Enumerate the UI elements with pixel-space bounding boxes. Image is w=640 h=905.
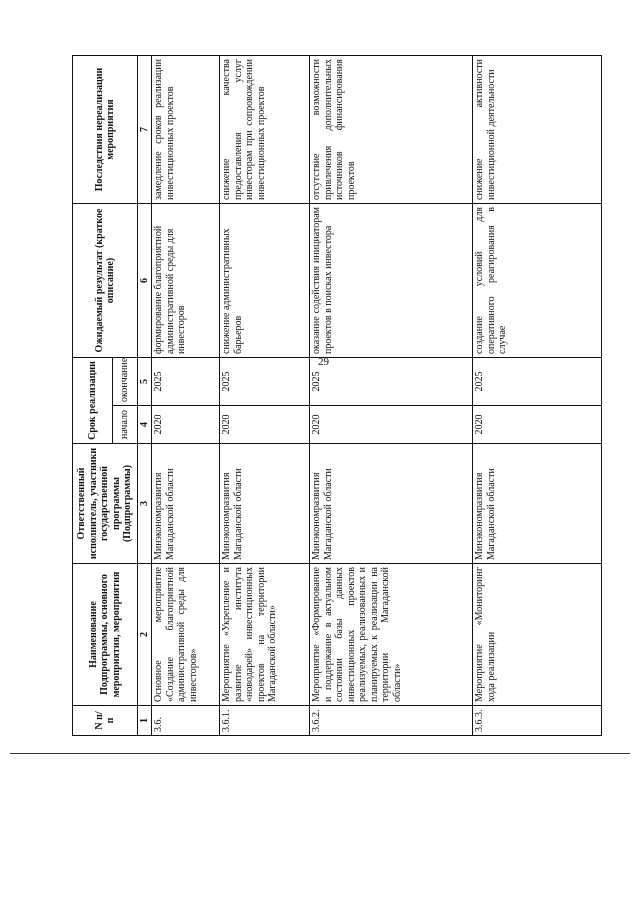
row-consequence: снижение качества предоставления услуг инвесторам при сопровождении инвестиционных проектов — [220, 56, 310, 204]
row-name: Мероприятие «Формирование и поддержание в актуальном состоянии базы данных инвестиционных проектов реализуемых, реализованных и планируемых к реализации на территории Магаданской области» — [310, 564, 473, 706]
column-number: 7 — [138, 56, 152, 204]
row-num: 3.6.3. — [473, 706, 602, 736]
row-result: оказание содействия инициаторам проектов в поисках инвестора — [310, 204, 473, 358]
row-start: 2020 — [152, 406, 220, 444]
row-executor: Минэкономразвития Магаданской области — [152, 444, 220, 564]
row-end: 2025 — [473, 358, 602, 406]
header-start: начало — [113, 406, 138, 444]
row-name: Мероприятие «Мониторинг хода реализации — [473, 564, 602, 706]
column-number: 2 — [138, 564, 152, 706]
table-row — [220, 56, 310, 736]
row-consequence: отсутствие возможности привлечения дополнительных источников финансирования проектов — [310, 56, 473, 204]
row-result: снижение административных барьеров — [220, 204, 310, 358]
column-number: 3 — [138, 444, 152, 564]
row-name: Мероприятие «Укрепление и развитие института «новодарей» инвестиционных проектов на территории Магаданской области» — [220, 564, 310, 706]
row-executor: Минэкономразвития Магаданской области — [473, 444, 602, 564]
row-consequence: замедление сроков реализации инвестиционных проектов — [152, 56, 220, 204]
row-num: 3.6.1. — [220, 706, 310, 736]
header-executor: Ответственный исполнитель, участники государственной программы (Подпрограммы) — [73, 444, 138, 564]
row-name: Основное мероприятие «Создание благоприятной административной среды для инвесторов» — [152, 564, 220, 706]
table-row — [152, 56, 220, 736]
row-start: 2020 — [473, 406, 602, 444]
header-consequence: Последствия нереализации мероприятия — [73, 56, 138, 204]
column-number: 5 — [138, 358, 152, 406]
row-result: формирование благоприятной административной среды для инвесторов — [152, 204, 220, 358]
column-number: 4 — [138, 406, 152, 444]
row-result: создание условий для оперативного реагирования в случае — [473, 204, 602, 358]
table-row — [310, 56, 473, 736]
page-divider — [10, 753, 630, 754]
row-end: 2025 — [220, 358, 310, 406]
row-executor: Минэкономразвития Магаданской области — [310, 444, 473, 564]
header-term: Срок реализации — [73, 358, 113, 444]
table-row — [473, 56, 602, 736]
header-name: Наименование Подпрограммы, основного мероприятия, мероприятия — [73, 564, 138, 706]
header-result: Ожидаемый результат (краткое описание) — [73, 204, 138, 358]
measures-table — [72, 55, 602, 736]
row-num: 3.6. — [152, 706, 220, 736]
column-number: 6 — [138, 204, 152, 358]
page-number: 29 — [318, 356, 329, 368]
row-executor: Минэкономразвития Магаданской области — [220, 444, 310, 564]
row-consequence: снижение активности инвестиционной деятельности — [473, 56, 602, 204]
header-end: окончание — [113, 358, 138, 406]
row-num: 3.6.2. — [310, 706, 473, 736]
header-num: N п/п — [73, 706, 138, 736]
row-end: 2025 — [152, 358, 220, 406]
row-start: 2020 — [220, 406, 310, 444]
row-end: 2025 — [310, 358, 473, 406]
column-number: 1 — [138, 706, 152, 736]
row-start: 2020 — [310, 406, 473, 444]
rotated-table-container — [72, 56, 602, 736]
